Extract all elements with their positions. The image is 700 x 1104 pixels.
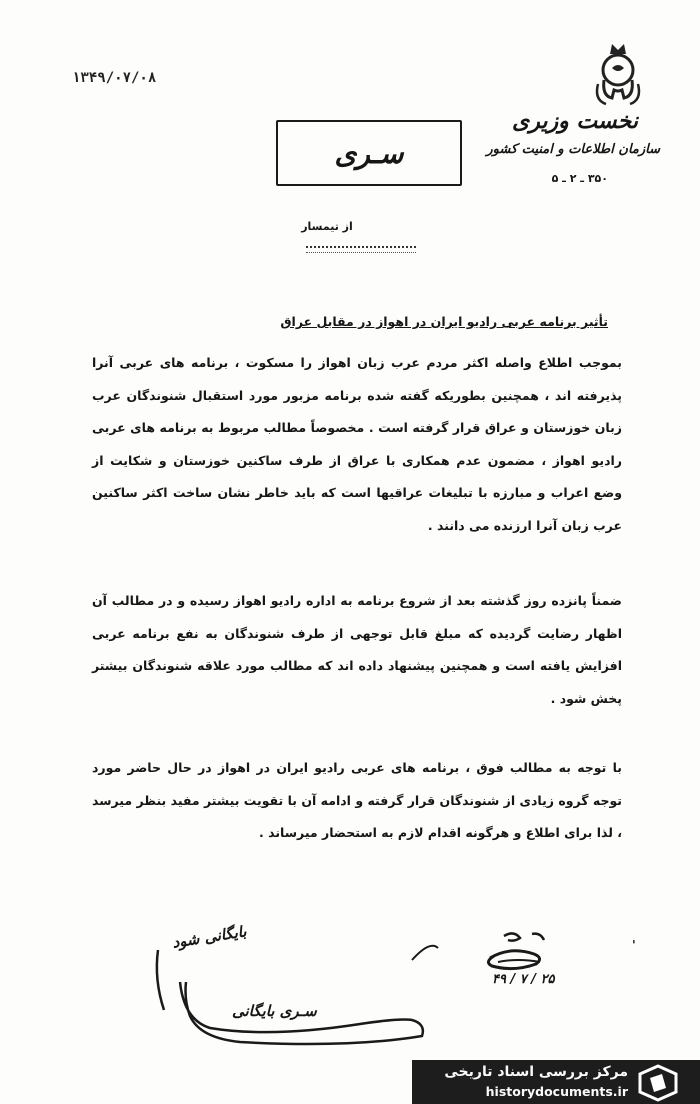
signature-date: ۲۵ / ۷ / ۴۹ <box>492 972 555 987</box>
margin-tick: ' <box>632 938 636 952</box>
organization-reference: ۳۵۰ ـ ۲ ـ ۵ <box>551 172 608 185</box>
lion-and-sun-emblem <box>592 40 644 108</box>
paragraph-3: با توجه به مطالب فوق ، برنامه های عربی رادیو ایران در اهواز در حال حاضر مورد توجه گروه زیادی از شنوندگان قرار گرفته و ادامه آن با تقویت بیشتر مفید بنظر میرسد ، لذا برای اطلاع و هرگونه اقدام لازم به استحضار میرساند . <box>92 760 622 840</box>
heading: از تیمسار <box>301 220 353 233</box>
watermark-title: مرکز بررسی اسناد تاریخی <box>444 1064 628 1080</box>
heading-underline <box>306 246 416 253</box>
organization-department: سازمان اطلاعات و امنیت کشور <box>486 142 660 157</box>
margin-note-line-1: بایگانی شود <box>171 922 248 952</box>
organization-title: نخست وزیری <box>512 108 638 134</box>
paragraph-2: ضمناً پانزده روز گذشته بعد از شروع برنامه به اداره رادیو اهواز رسیده و در مطالب آن اظهار رضایت گردیده که مبلغ قابل توجهی از طرف شنوندگان به نفع برنامه عربی افزایش یافته است و همچنین پیشنهاد داده اند که مطالب مورد علاقه شنوندگان بیشتر پخش شود . <box>92 593 622 706</box>
margin-note-line-2: سـری بایگانی <box>232 1002 317 1020</box>
watermark-url: historydocuments.ir <box>485 1084 628 1099</box>
classification-stamp: سـری <box>276 120 462 186</box>
paragraph-1: بموجب اطلاع واصله اکثر مردم عرب زبان اهواز را مسکوت ، برنامه های عربی آنرا پذیرفته اند ، همچنین بطوریکه گفته شده برنامه مزبور مورد استقبال شنوندگان عرب زبان خوزستان و عراق قرار گرفته است . مخصوصاً مطالب مربوط به برنامه های عربی رادیو اهواز ، مضمون عدم همکاری با عراق از طرف ساکنین خوزستان و شکایت از وضع اعراب و مبارزه با تبلیغات عراقیها است که باید خاطر نشان ساخت اکثر ساکنین عرب زبان آنرا ارزنده می دانند . <box>92 355 622 533</box>
archive-logo-icon <box>636 1062 680 1102</box>
subject-line: تأثیر برنامه عربی رادیو ایران در اهواز در مقابل عراق <box>280 314 608 329</box>
file-number: ۱۳۴۹/۰۷/۰۸ <box>72 70 157 86</box>
